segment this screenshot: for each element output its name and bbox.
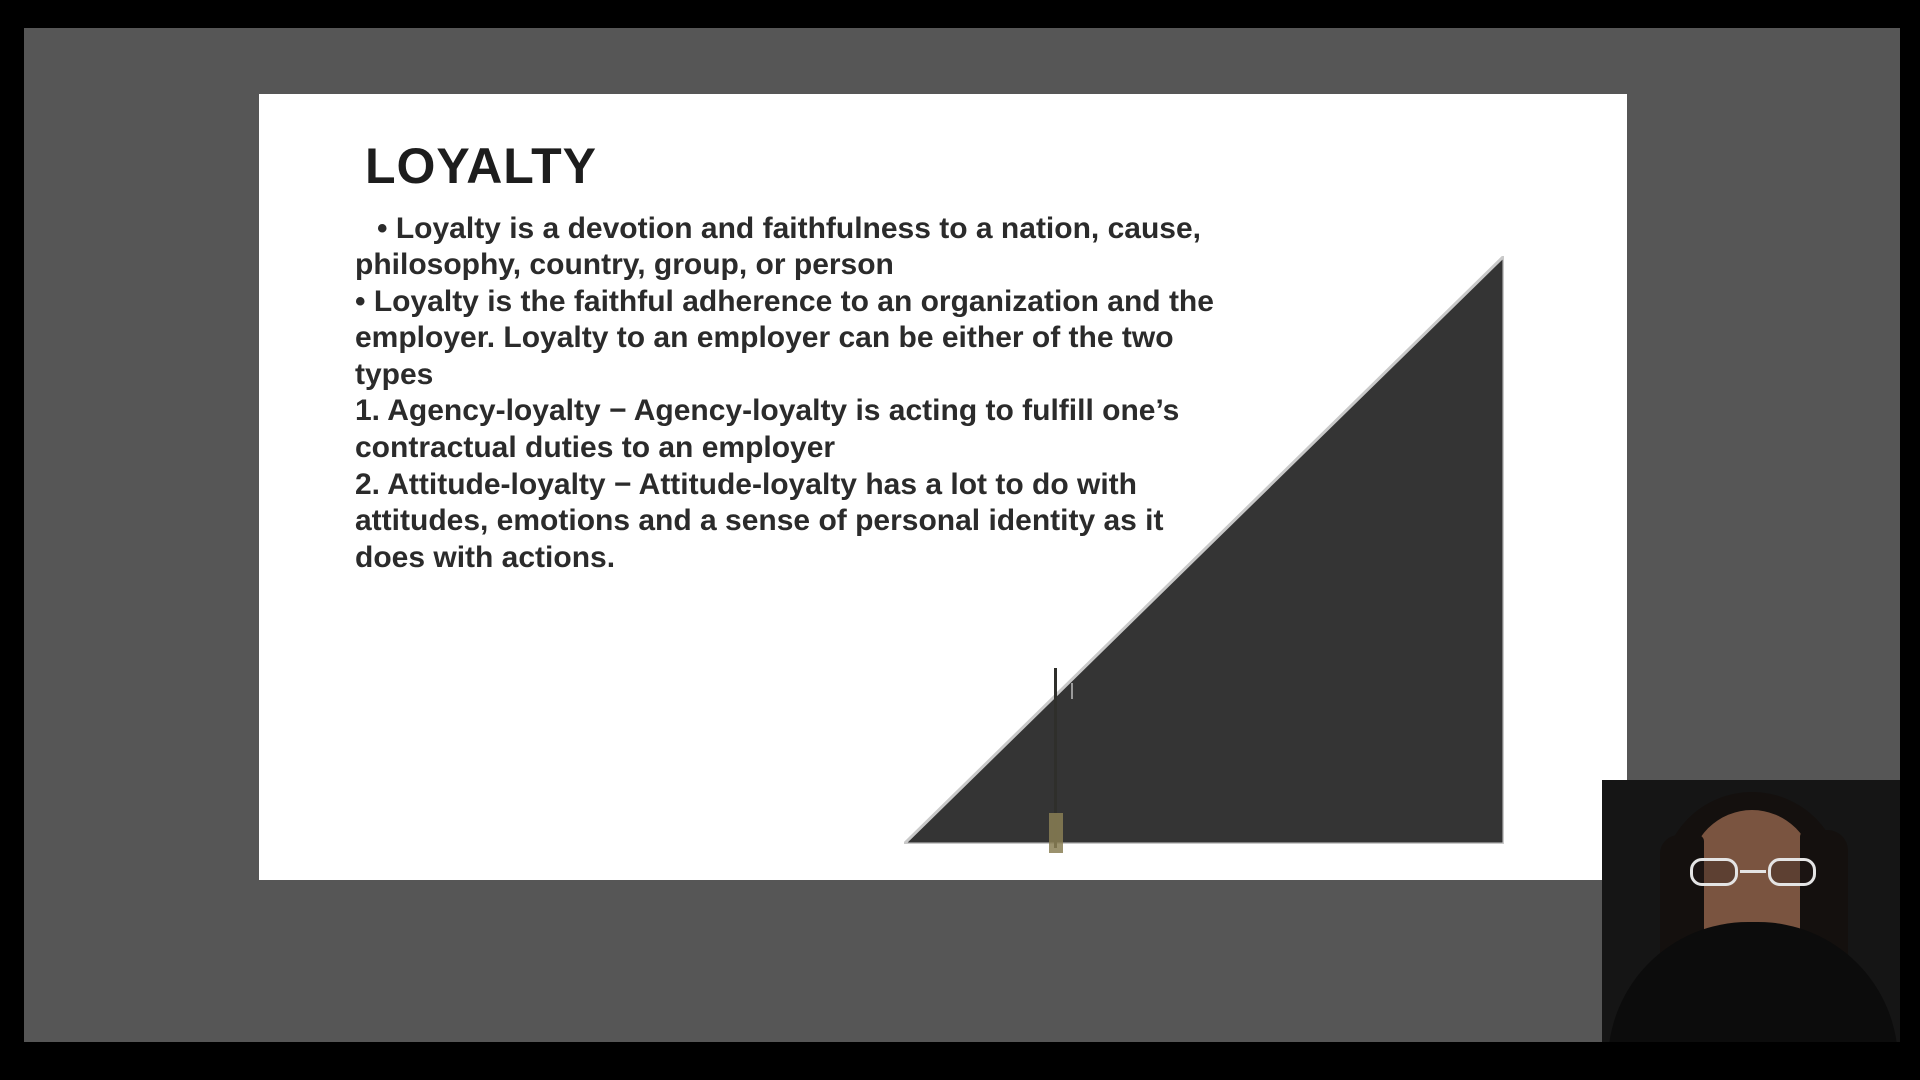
glasses-lens-left: [1690, 858, 1738, 886]
dark-triangle-overlay: [904, 256, 1504, 844]
slide-paragraph: • Loyalty is a devotion and faithfulness to a nation, cause, philosophy, country, group, or person: [355, 211, 1201, 282]
letterbox-bar-left: [0, 0, 24, 1080]
slide-paragraph: 1. Agency-loyalty − Agency-loyalty is acting to fulfill one’s contractual duties to an employer: [355, 394, 1180, 465]
presenter-glasses: [1688, 858, 1818, 888]
letterbox-bar-bottom: [0, 1042, 1920, 1080]
text-cursor-caret: [1071, 683, 1073, 699]
glasses-lens-right: [1768, 858, 1816, 886]
presenter-webcam: [1602, 780, 1900, 1042]
stand-base: [1049, 813, 1063, 853]
slide-paragraph: 2. Attitude-loyalty − Attitude-loyalty has a lot to do with attitudes, emotions and a sense of personal identity as it does with actions.: [355, 467, 1164, 574]
letterbox-bar-right: [1900, 0, 1920, 1080]
slide-paragraph: • Loyalty is the faithful adherence to an organization and the employer. Loyalty to an employer can be either of the two types: [355, 284, 1214, 391]
slide-title: LOYALTY: [365, 138, 598, 194]
letterbox-bar-top: [0, 0, 1920, 28]
glasses-bridge: [1740, 870, 1766, 873]
